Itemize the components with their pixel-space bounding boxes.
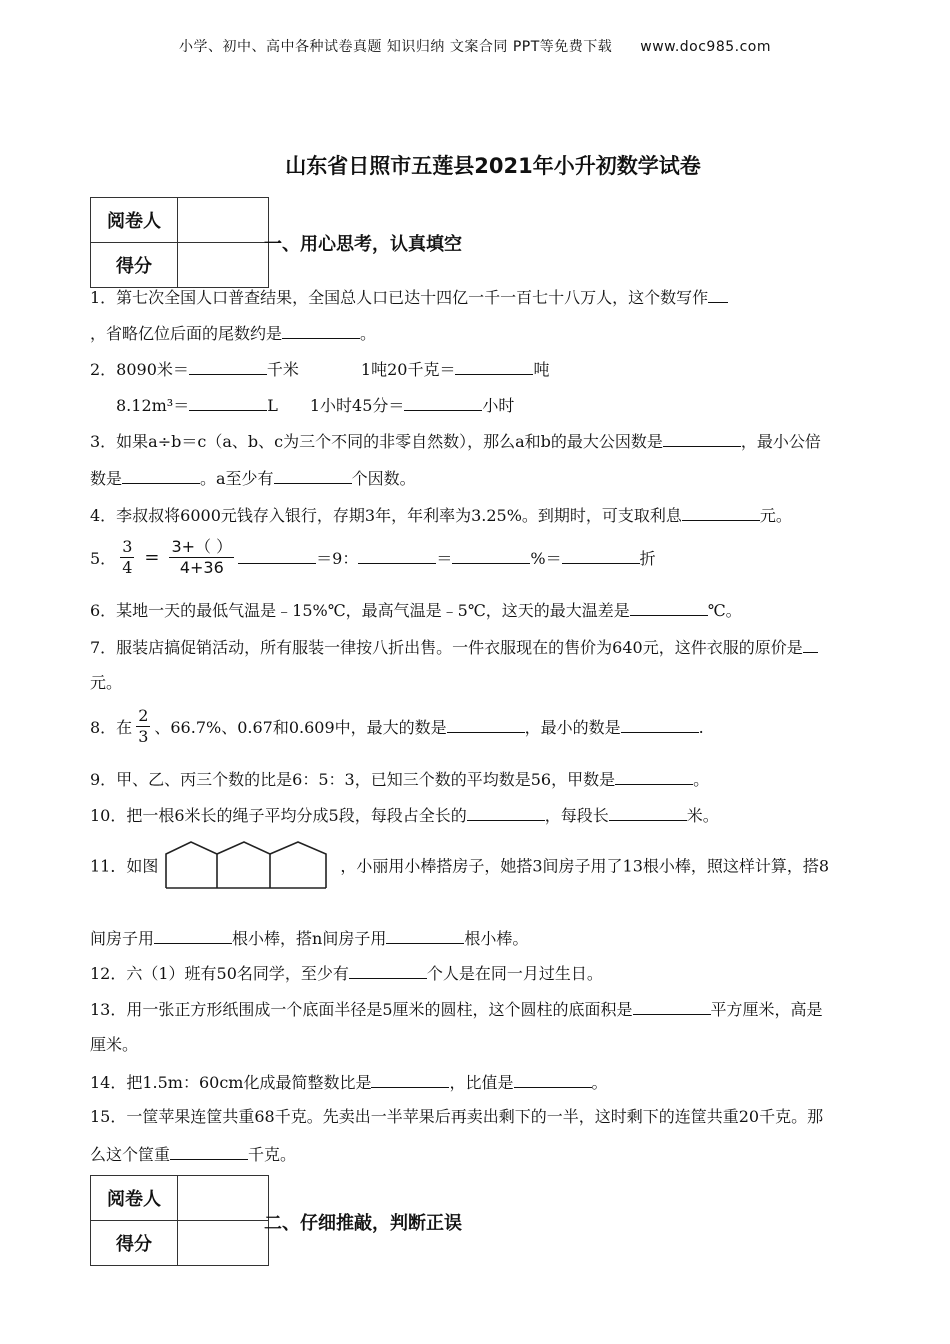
question-11-cont: 间房子用 根小棒，搭n间房子用 根小棒。 [90,929,529,948]
header-banner: 小学、初中、高中各种试卷真题 知识归纳 文案合同 PPT等免费下载 [178,39,613,55]
question-15: 15．一筐苹果连筐共重68千克。先卖出一半苹果后再卖出剩下的一半，这时剩下的连筐共重20千克。那 [90,1107,824,1126]
answer-blank[interactable] [170,1143,248,1160]
fraction-expression: $\frac{3+( )}{4+36}$ [171,537,233,577]
answer-blank[interactable] [274,467,352,484]
answer-blank[interactable] [615,768,693,785]
question-15-cont: 么这个筐重 千克。 [90,1145,297,1164]
score-label: 得分 [91,243,178,288]
question-13-cont: 厘米。 [90,1035,139,1054]
question-3-cont: 数是 。a至少有 个因数。 [90,469,416,488]
answer-blank[interactable] [238,547,316,564]
answer-blank[interactable] [154,927,232,944]
question-7-cont: 元。 [90,673,123,692]
question-3: 3．如果a÷b＝c（a、b、c为三个不同的非零自然数），那么a和b的最大公因数是 ，最小公倍 [90,432,821,451]
fraction-3-4: $\frac{3}{4}$ [122,537,133,577]
answer-blank[interactable] [803,636,818,653]
answer-blank[interactable] [682,504,760,521]
question-11: 11．如图 ，小丽用小棒搭房子，她搭3间房子用了13根小棒，照这样计算，搭8 [90,840,829,890]
score-field[interactable] [178,1221,269,1266]
header-site: www.doc985.com [640,39,772,55]
question-10: 10．把一根6米长的绳子平均分成5段，每段占全长的 ，每段长 米。 [90,806,719,825]
exam-title: 山东省日照市五莲县2021年小升初数学试卷 [285,154,701,178]
page-header [0,36,950,56]
answer-blank[interactable] [189,358,267,375]
score-table-2 [90,1175,269,1266]
answer-blank[interactable] [621,716,699,733]
question-4: 4．李叔叔将6000元钱存入银行，存期3年，年利率为3.25%。到期时，可支取利息 元。 [90,506,792,525]
answer-blank[interactable] [562,547,640,564]
question-1-cont: ，省略亿位后面的尾数约是 。 [90,324,377,343]
answer-blank[interactable] [633,998,711,1015]
answer-blank[interactable] [663,430,741,447]
answer-blank[interactable] [514,1071,592,1088]
answer-blank[interactable] [455,358,533,375]
question-6: 6．某地一天的最低气温是﹣15%℃，最高气温是﹣5℃，这天的最大温差是 ℃。 [90,601,742,620]
reviewer-label: 阅卷人 [91,1176,178,1221]
answer-blank[interactable] [630,599,708,616]
answer-blank[interactable] [452,547,530,564]
question-14: 14．把1.5m：60cm化成最简整数比是 ，比值是 。 [90,1073,608,1092]
answer-blank[interactable] [189,394,267,411]
question-13: 13．用一张正方形纸围成一个底面半径是5厘米的圆柱，这个圆柱的底面积是 平方厘米，高是 [90,1000,823,1019]
answer-blank[interactable] [609,804,687,821]
score-field[interactable] [178,243,269,288]
reviewer-field[interactable] [178,1176,269,1221]
house-sticks-figure [164,840,332,890]
question-9: 9．甲、乙、丙三个数的比是6：5：3，已知三个数的平均数是56，甲数是 。 [90,770,710,789]
answer-blank[interactable] [358,547,436,564]
answer-blank[interactable] [404,394,482,411]
question-2: 2．8090米＝ 千米 1吨20千克＝ 吨 [90,360,550,379]
answer-blank[interactable] [708,286,728,303]
question-1: 1．第七次全国人口普查结果，全国总人口已达十四亿一千一百七十八万人，这个数写作 [90,286,728,308]
answer-blank[interactable] [386,927,464,944]
question-5: 5． $\frac{3}{4}$ = $\frac{3+( )}{4+36}$ ＝9： ＝ %＝ 折 [90,537,656,577]
question-7: 7．服装店搞促销活动，所有服装一律按八折出售。一件衣服现在的售价为640元，这件衣服的原价是 [90,636,818,658]
fraction-2-3: $\frac{2}{3}$ [138,706,149,746]
answer-blank[interactable] [447,716,525,733]
section-2-heading: 二、仔细推敲，判断正误 [264,1213,462,1234]
question-2-cont: 8.12m³＝ L 1小时45分＝ 小时 [116,396,515,415]
reviewer-field[interactable] [178,198,269,243]
answer-blank[interactable] [467,804,545,821]
section-1-heading: 一、用心思考，认真填空 [264,234,462,255]
answer-blank[interactable] [349,962,427,979]
answer-blank[interactable] [122,467,200,484]
score-label: 得分 [91,1221,178,1266]
score-table-1 [90,197,269,288]
answer-blank[interactable] [282,322,360,339]
question-12: 12．六（1）班有50名同学，至少有 个人是在同一月过生日。 [90,964,603,983]
reviewer-label: 阅卷人 [91,198,178,243]
question-8: 8．在 $\frac{2}{3}$ 、66.7%、0.67和0.609中，最大的数是 ，最小的数是 . [90,706,704,746]
answer-blank[interactable] [371,1071,449,1088]
